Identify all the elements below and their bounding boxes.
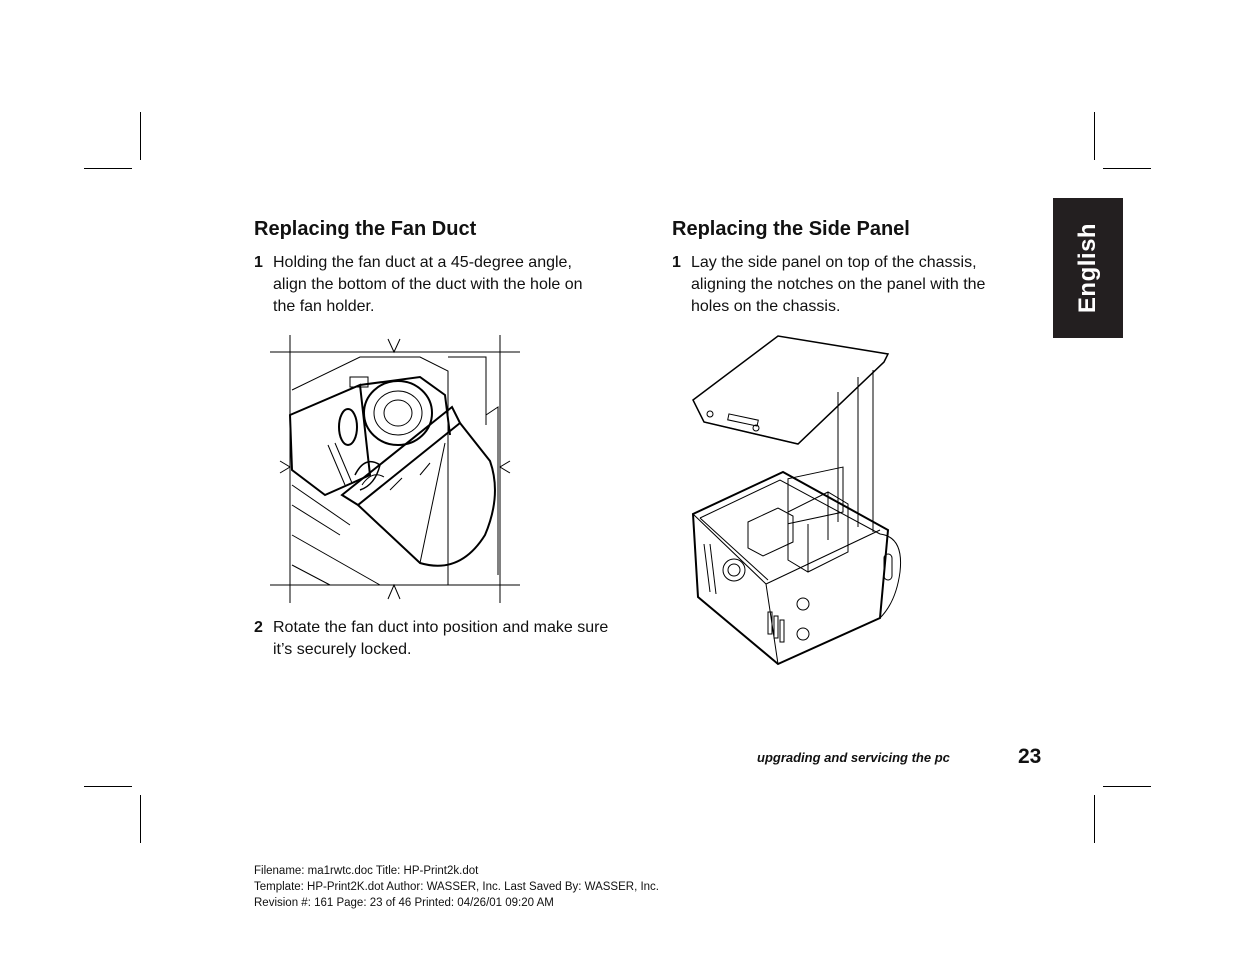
- language-tab-label: English: [1074, 222, 1102, 314]
- crop-mark: [140, 795, 141, 843]
- side-panel-illustration: [688, 332, 904, 668]
- step-text-line: it’s securely locked.: [273, 641, 412, 658]
- left-section-heading: Replacing the Fan Duct: [254, 218, 477, 240]
- crop-mark: [84, 168, 132, 169]
- crop-mark: [1103, 168, 1151, 169]
- right-section-heading: Replacing the Side Panel: [672, 218, 910, 240]
- step-text-line: holes on the chassis.: [691, 298, 841, 315]
- crop-mark: [140, 112, 141, 160]
- crop-mark: [1094, 795, 1095, 843]
- step-text-line: Rotate the fan duct into position and make sure: [273, 619, 609, 636]
- page-number: 23: [1018, 745, 1042, 768]
- metadata-line: Revision #: 161 Page: 23 of 46 Printed: 04/26/01 09:20 AM: [254, 897, 554, 909]
- step-number: 1: [254, 254, 263, 271]
- metadata-line: Template: HP-Print2K.dot Author: WASSER, Inc. Last Saved By: WASSER, Inc.: [254, 881, 660, 893]
- step-text-line: align the bottom of the duct with the hole on: [273, 276, 583, 293]
- metadata-line: Filename: ma1rwtc.doc Title: HP-Print2k.dot: [254, 865, 479, 877]
- crop-mark: [1094, 112, 1095, 160]
- left-step-2: [254, 617, 644, 665]
- fan-duct-illustration: [270, 335, 522, 605]
- step-text-line: Lay the side panel on top of the chassis,: [691, 254, 977, 271]
- crop-mark: [1103, 786, 1151, 787]
- right-step-1: [672, 252, 1032, 322]
- step-text-line: Holding the fan duct at a 45-degree angle,: [273, 254, 572, 271]
- crop-mark: [84, 786, 132, 787]
- left-step-1: [254, 252, 634, 322]
- step-number: 1: [672, 254, 681, 271]
- step-text-line: the fan holder.: [273, 298, 375, 315]
- language-tab: [1053, 198, 1123, 338]
- section-footer-title: upgrading and servicing the pc: [757, 750, 950, 765]
- step-text-line: aligning the notches on the panel with the: [691, 276, 986, 293]
- step-number: 2: [254, 619, 263, 636]
- document-metadata: [254, 863, 659, 911]
